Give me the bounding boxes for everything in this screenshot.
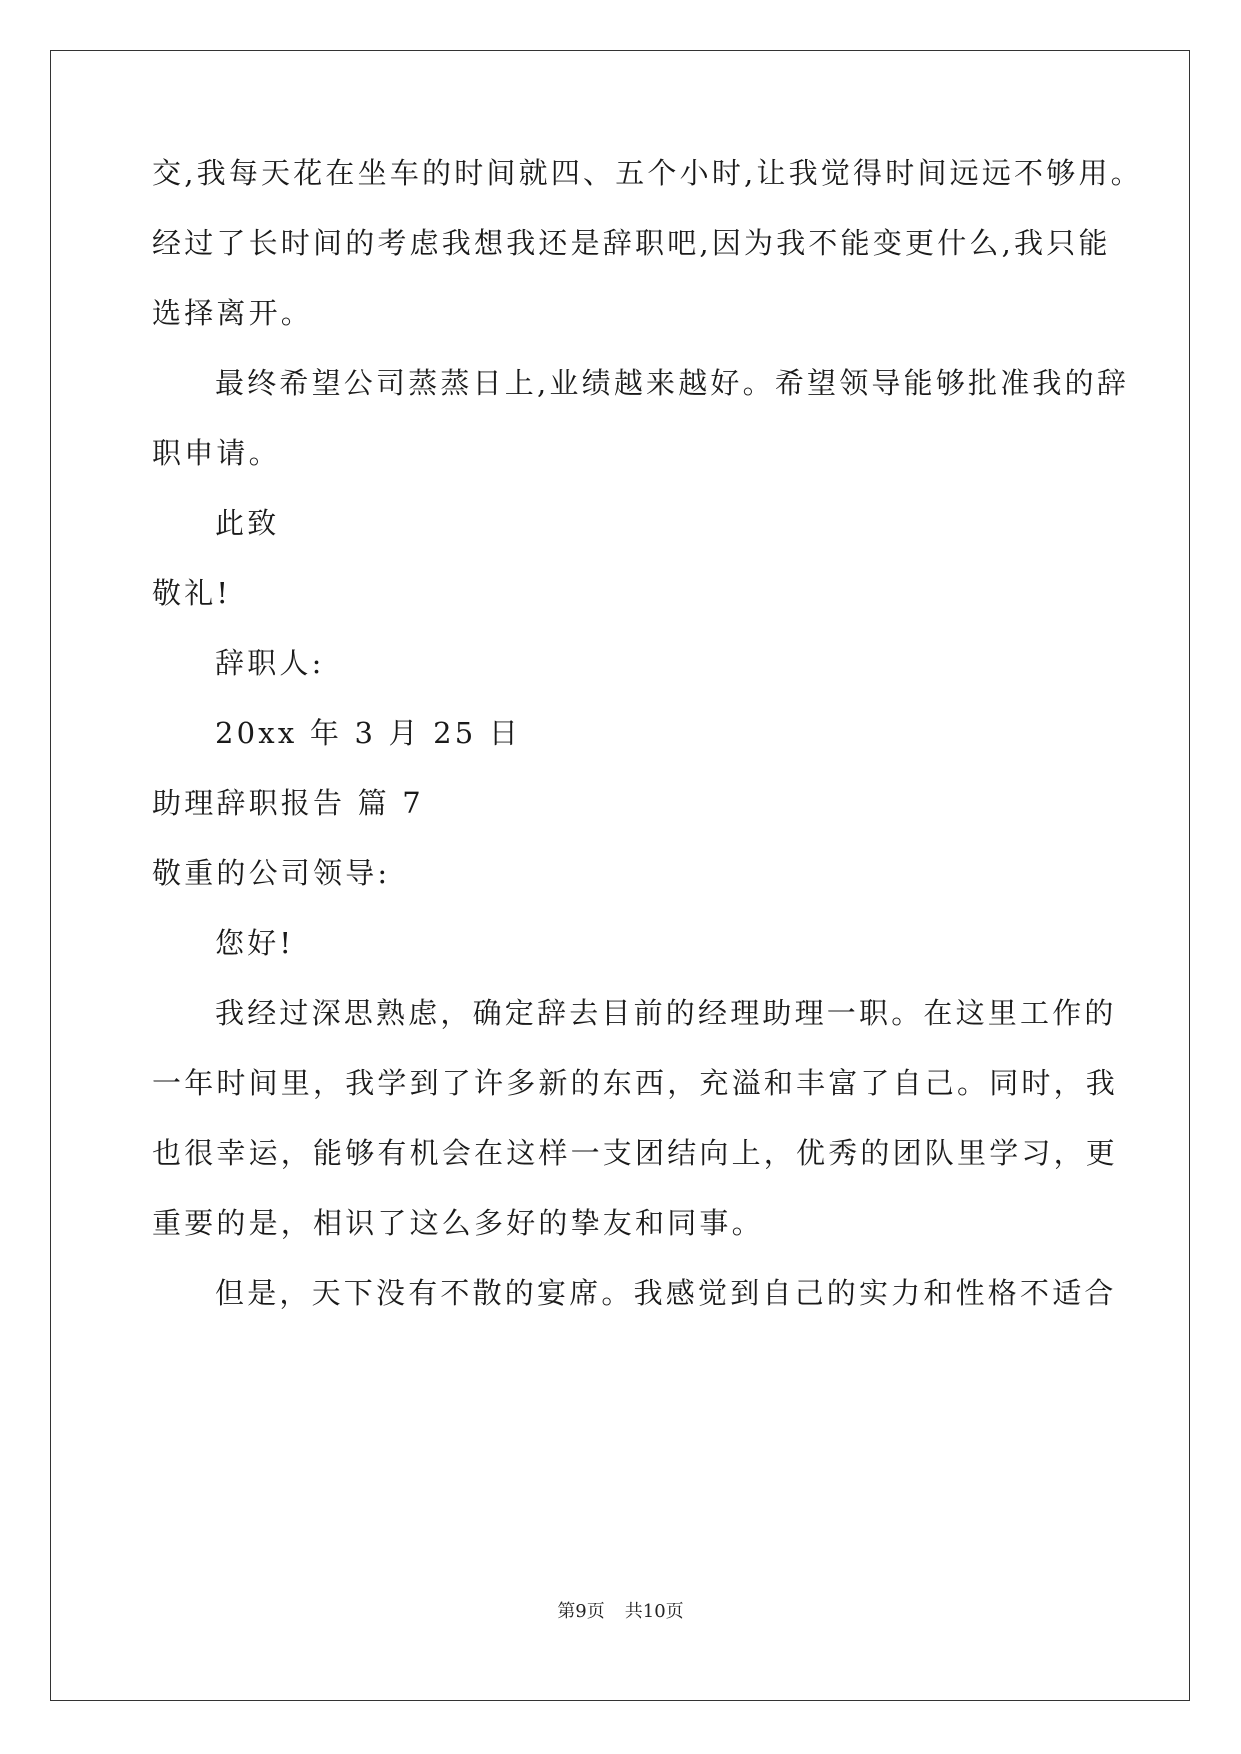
text-line: 选择离开。	[152, 296, 314, 330]
text-line: 也很幸运，能够有机会在这样一支团结向上，优秀的团队里学习，更	[152, 1136, 1119, 1170]
paragraph-start: 最终希望公司蒸蒸日上,业绩越来越好。希望领导能够批准我的辞	[215, 366, 1130, 400]
greeting-recipient: 敬重的公司领导:	[152, 856, 391, 890]
paragraph-start: 我经过深思熟虑，确定辞去目前的经理助理一职。在这里工作的	[215, 996, 1117, 1030]
page-number-current: 第9页	[557, 1601, 605, 1622]
closing-salutation: 此致	[215, 506, 280, 540]
text-line: 职申请。	[152, 436, 281, 470]
greeting: 您好!	[215, 926, 295, 960]
text-line: 经过了长时间的考虑我想我还是辞职吧,因为我不能变更什么,我只能	[152, 226, 1111, 260]
page-number-total: 共10页	[624, 1601, 684, 1622]
section-heading: 助理辞职报告 篇 7	[152, 786, 424, 820]
closing-regards: 敬礼!	[152, 576, 232, 610]
text-line: 交,我每天花在坐车的时间就四、五个小时,让我觉得时间远远不够用。	[152, 156, 1143, 190]
signature-label: 辞职人:	[215, 646, 325, 680]
date-line: 20xx 年 3 月 25 日	[215, 716, 522, 750]
text-line: 一年时间里，我学到了许多新的东西，充溢和丰富了自己。同时，我	[152, 1066, 1119, 1100]
paragraph-start: 但是，天下没有不散的宴席。我感觉到自己的实力和性格不适合	[215, 1276, 1117, 1310]
page-footer	[0, 1600, 1241, 1624]
text-line: 重要的是，相识了这么多好的挚友和同事。	[152, 1206, 764, 1240]
